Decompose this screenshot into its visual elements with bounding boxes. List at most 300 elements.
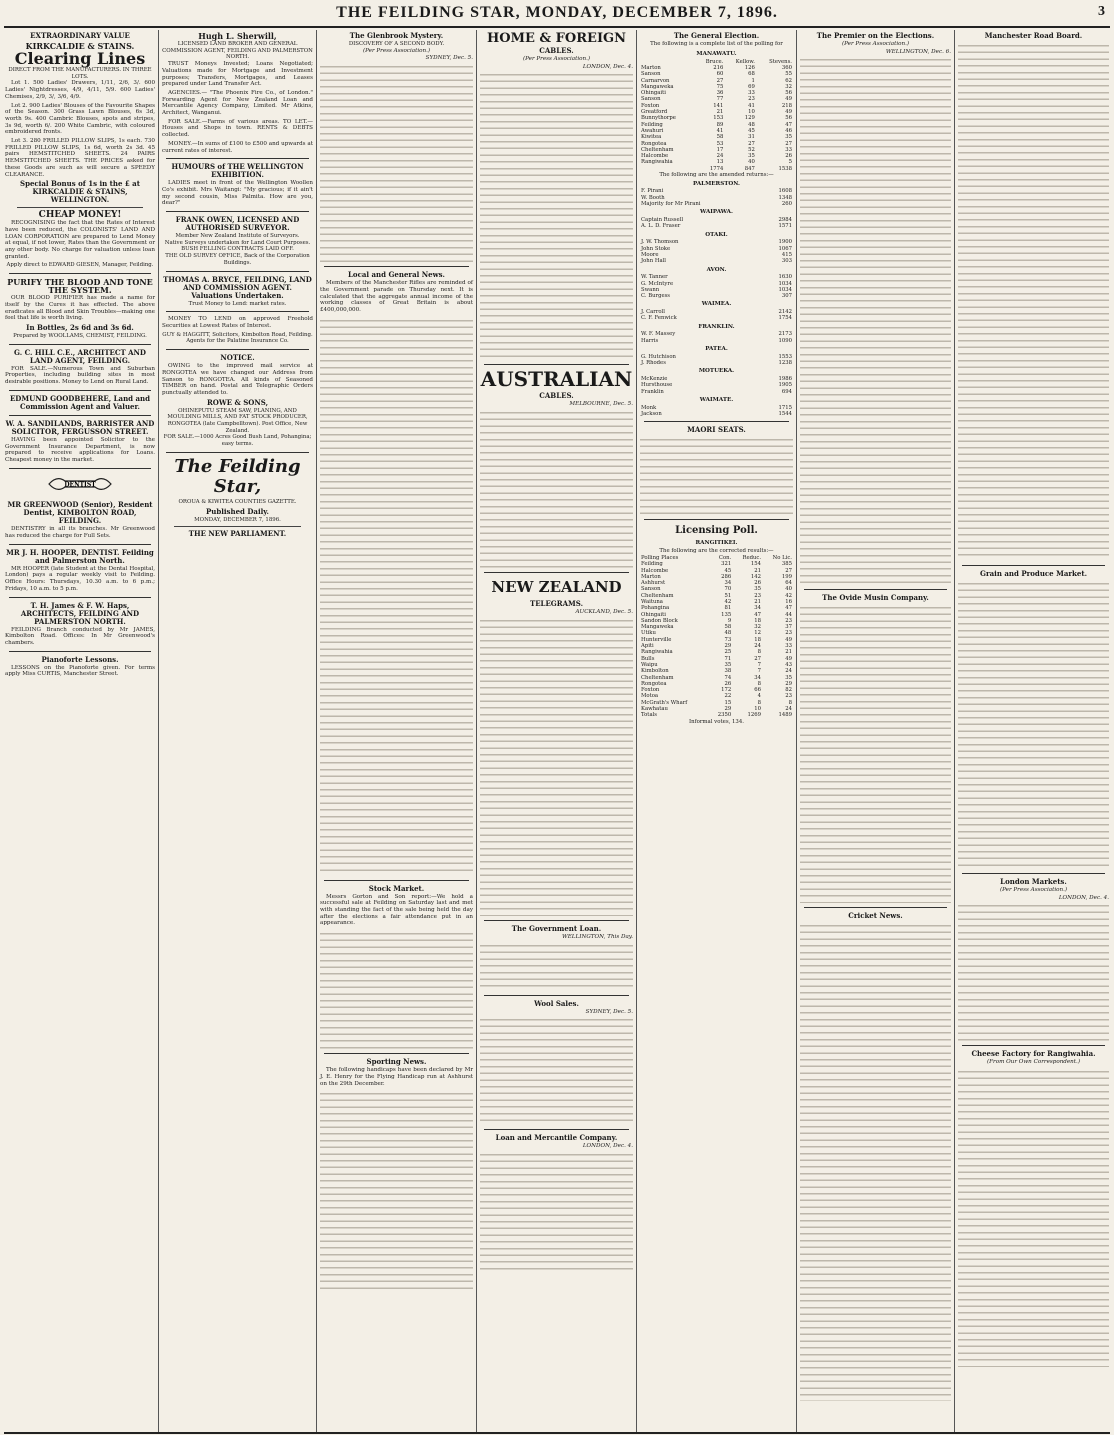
electorate-cell: 1034 — [778, 286, 792, 293]
ad-sub: DIRECT FROM THE MANUFACTURERS. IN THREE LOTS. — [8, 67, 152, 80]
electorate-table — [640, 331, 793, 344]
licensing-cell: Halcombe — [641, 567, 669, 574]
licensing-cell: 8 — [757, 649, 762, 656]
nz-body — [480, 616, 633, 916]
sherwill: Hugh L. Sherwill, — [198, 31, 277, 41]
manawatu-cell: 10 — [748, 109, 755, 116]
licensing-cell: 81 — [724, 605, 732, 612]
home-foreign: HOME & FOREIGN — [486, 31, 627, 46]
licensing-cell: 23 — [785, 630, 792, 637]
electorate-cell: Monk — [641, 404, 657, 411]
manawatu-cell: 56 — [785, 90, 792, 97]
manawatu-cell: 360 — [781, 65, 792, 71]
licensing-cell: 8 — [757, 699, 762, 706]
licensing-cell: 66 — [754, 687, 762, 694]
electorate-cell: 1754 — [778, 315, 792, 322]
premier-pa: (Per Press Association.) — [841, 41, 910, 47]
licensing-cell: 26 — [754, 580, 762, 587]
licensing-cell: Mangaweka — [641, 624, 674, 631]
cheese-body — [958, 1067, 1109, 1367]
licensing-cell: 154 — [750, 561, 762, 568]
manawatu-cell: Mangaweka — [641, 83, 674, 90]
electorate-cell: F. Pirani — [641, 188, 664, 195]
purify-prepared: Prepared by WOOLLAMS, CHEMIST, FEILDING. — [13, 332, 147, 339]
sherwill-agencies: AGENCIES.— "The Phoenix Fire Co., of London." Forwarding Agent for New Zealand Loan and Mercantile Agency Company, Limited. Mr Atkins, Architect, Wanganui. — [162, 89, 313, 117]
electorate-cell: 1608 — [778, 188, 792, 195]
licensing-cell: 135 — [721, 611, 732, 618]
manawatu-cell: 77 — [716, 96, 724, 103]
licensing-cell: 172 — [721, 687, 732, 694]
lot-1: Lot 1. 500 Ladies' Drawers, 1/11, 2/6, 3/. 600 Ladies' Nightdresses, 4/9, 4/11, 5/9. 600 Ladies' Chemises, 2/9, 3/, 3/6, 4/9. — [5, 80, 155, 100]
cricket-news: Cricket News. — [848, 911, 903, 921]
manawatu-cell: 129 — [744, 115, 755, 122]
licensing-cell: Hunterville — [641, 636, 672, 643]
table-row — [640, 338, 793, 344]
manawatu-cell: 27 — [785, 140, 792, 147]
wool-sales-body — [480, 1015, 633, 1125]
electorate-cell: C. F. Fenwick — [641, 315, 677, 322]
manawatu-cell: 1 — [751, 77, 755, 84]
cheap-money-text: RECOGNISING the fact that the Rates of Interest have been reduced, the COLONISTS' LAND AND LOAN CORPORATION are prepared to Lend Money at equal, if not lower, Rates than the Government or any other body. No charge for valuation unless loan granted. — [5, 220, 155, 260]
licensing-cell: Sanson — [641, 586, 661, 593]
guy-haggitt: GUY & HAGGITT, Solicitors, Kimbolton Road, Feilding. — [162, 331, 313, 338]
manawatu-cell: 75 — [716, 83, 724, 90]
electorate-cell: 1238 — [778, 360, 792, 367]
gc-hill: G. C. HILL C.E., ARCHITECT AND LAND AGENT, FEILDING. — [14, 347, 146, 365]
column-6 — [796, 30, 954, 1432]
licensing-cell: 29 — [724, 706, 732, 713]
manawatu-cell: 216 — [713, 65, 724, 71]
licensing-cell: 43 — [785, 661, 792, 668]
manawatu-cell: 49 — [785, 109, 792, 116]
manawatu-cell: Awahuri — [641, 127, 664, 134]
government-loan-date: WELLINGTON, This Day. — [561, 933, 633, 940]
sporting-news: Sporting News. — [366, 1057, 427, 1067]
ad-headline: EXTRAORDINARY VALUE — [30, 31, 130, 40]
licensing-cell: 64 — [785, 580, 792, 587]
nz-date: AUCKLAND, Dec. 5. — [575, 609, 633, 616]
electorate-cell: 1900 — [778, 239, 792, 246]
manawatu-cell: 27 — [716, 77, 724, 84]
licensing-cell: Bulls — [641, 655, 655, 662]
rangitikei: RANGITIKEI. — [695, 540, 738, 547]
manawatu-cell: 218 — [781, 102, 792, 109]
licensing-cell: 10 — [754, 706, 762, 713]
bottom-rule — [4, 1432, 1110, 1434]
licensing-cell: 58 — [724, 624, 732, 631]
electorate-cell: Jackson — [641, 410, 662, 417]
electorate-cell: G. Hutchison — [641, 353, 676, 360]
sherwill-money: MONEY.—In sums of £100 to £500 and upwards at current rates of interest. — [162, 140, 313, 154]
licensing-cell: 26 — [724, 680, 732, 687]
sherwill-forsale: FOR SALE.—Farms of various areas. TO LET.—Houses and Shops in town. RENTS & DEBTS collected. — [162, 118, 313, 139]
manawatu-cell: 126 — [744, 65, 755, 71]
licensing-cell: 23 — [785, 693, 792, 700]
licensing-cell: 7 — [757, 661, 762, 668]
electorate-cell: 1630 — [778, 274, 792, 281]
manawatu-cell: 58 — [716, 134, 724, 141]
manawatu-cell: 40 — [748, 159, 755, 166]
ovide-body — [800, 603, 951, 903]
electorate-cell: 1715 — [778, 404, 792, 411]
electorate-cell: Majority for Mr Pirani — [641, 201, 701, 208]
electorate-heading: WAIMATE. — [699, 396, 734, 403]
licensing-cell: 27 — [785, 567, 792, 574]
government-loan-body — [480, 941, 633, 991]
electorate-table — [640, 405, 793, 418]
electorate-cell: 2173 — [778, 331, 792, 338]
licensing-cell: 4 — [757, 693, 762, 700]
licensing-cell: 18 — [754, 617, 762, 624]
licensing-cell: 35 — [724, 661, 732, 668]
table-row — [640, 315, 793, 321]
manawatu-cell: Rangiwahia — [641, 159, 673, 166]
manawatu-cell: Rongotea — [641, 140, 667, 147]
electorate-cell: 1571 — [778, 223, 792, 230]
london-markets: London Markets. — [1000, 877, 1067, 886]
licensing-cell: Pohangina — [641, 605, 670, 612]
page-number: 3 — [1098, 4, 1106, 19]
electorate-cell: C. Burgess — [641, 293, 671, 300]
licensing-header-cell: Polling Places — [641, 554, 679, 561]
electorate-cell: 1067 — [778, 245, 792, 252]
manawatu-cell: 21 — [716, 109, 724, 116]
licensing-cell: 32 — [754, 624, 762, 631]
electorate-cell: 694 — [781, 388, 792, 395]
new-parliament: THE NEW PARLIAMENT. — [188, 529, 287, 539]
table-row — [640, 258, 793, 264]
manawatu-total-cell: 847 — [744, 165, 755, 172]
electorate-cell: 2984 — [778, 217, 792, 224]
manawatu-cell: Sanson — [641, 71, 661, 78]
humours-text: LADIES meet in front of the Wellington Woollen Co's exhibit. Mrs Waitangi: "My gracious; if it ain't my second cousin, Miss Palmita. How are you, dear?" — [162, 180, 313, 207]
licensing-cell: 40 — [785, 586, 792, 593]
electorate-heading: OTAKI. — [705, 231, 728, 238]
licensing-cell: 34 — [754, 674, 762, 681]
manawatu-cell: 45 — [748, 127, 755, 134]
manawatu-cell: Carnarvon — [641, 77, 670, 84]
bush-felling: BUSH FELLING CONTRACTS LAID OFF. — [181, 246, 294, 253]
licensing-cell: 286 — [721, 573, 732, 580]
paper-logo: The Feilding Star, — [174, 455, 301, 497]
licensing-cell: Ashhurst — [641, 580, 666, 587]
glenbrook-body — [320, 62, 473, 262]
manawatu-cell: Marton — [641, 65, 661, 71]
electorate-cell: 2142 — [778, 309, 792, 316]
electorate-cell: 1090 — [778, 337, 792, 344]
glenbrook-date: SYDNEY, Dec. 5. — [425, 55, 473, 62]
haps: T. H. James & F. W. Haps, ARCHITECTS, FEILDING AND PALMERSTON NORTH. — [20, 600, 140, 626]
electorate-cell: 1034 — [778, 280, 792, 287]
cheap-money-heading: CHEAP MONEY! — [38, 210, 122, 221]
haps-text: FEILDING Branch conducted by Mr JAMES, Kimbolton Road. Offices: In Mr Greenwood's chambers. — [5, 626, 155, 646]
licensing-cell: 27 — [754, 655, 762, 662]
electorate-cell: J. Rhodes — [641, 360, 666, 367]
licensing-header-cell: Con. — [718, 554, 732, 561]
local-general-body — [320, 316, 473, 876]
licensing-cell: 24 — [754, 643, 762, 650]
manawatu-cell: 49 — [785, 96, 792, 103]
licensing-cell: Rangiwahia — [641, 649, 673, 656]
cheap-money-apply: Apply direct to EDWARD GIESEN, Manager, Feilding. — [6, 262, 154, 269]
manawatu-cell: 89 — [716, 121, 724, 128]
grain-body — [958, 579, 1109, 869]
electorate-heading: AVON. — [706, 266, 727, 273]
licensing-cell: 49 — [785, 636, 792, 643]
manawatu-cell: 60 — [716, 71, 724, 78]
manchester-road-board: Manchester Road Board. — [984, 31, 1083, 40]
manawatu-cell: 41 — [716, 127, 724, 134]
trust-money: Trust Money to Lend: market rates. — [188, 300, 287, 307]
manawatu-total-cell: 1774 — [709, 165, 724, 172]
notice-heading: NOTICE. — [220, 353, 255, 363]
column-2 — [158, 30, 316, 1432]
manawatu-cell: Cheltenham — [641, 146, 674, 153]
manawatu-cell: Greatford — [641, 109, 668, 116]
licensing-cell: 45 — [724, 567, 732, 574]
purify-bottles: In Bottles, 2s 6d and 3s 6d. — [26, 322, 134, 332]
home-foreign-cables: CABLES. — [539, 46, 574, 55]
electorate-heading: WAIPAWA. — [700, 209, 733, 216]
notice-text: OWING to the improved mail service at RONGOTEA we have changed our Address from Sanson to RONGOTEA. All kinds of Seasoned TIMBER on hand. Postal and Telegraphic Orders punctually attended to. — [162, 363, 313, 396]
licensing-cell: 51 — [724, 592, 732, 599]
manawatu-cell: 62 — [785, 77, 792, 84]
lot-2: Lot 2. 900 Ladies' Blouses of the Favourite Shapes of the Season. 300 Grass Lawn Blouses, 6s 3d, worth 9s. 400 Cambric Blouses, spots and stripes, 3s 9d, worth 6/. 200 White Cambric, with coloured embroidered fronts. — [5, 102, 155, 136]
manawatu-cell: 55 — [785, 71, 792, 78]
local-general-text: Members of the Manchester Rifles are reminded of the Government parade on Thursday next. It is calculated that the aggregate annual income of the working classes of Great Britain is about £400,000,000. — [320, 280, 473, 313]
licensing-cell: 321 — [721, 561, 732, 568]
rowe-sub: OHINEPUTU STEAM SAW, PLANING, AND MOULDING MILLS, AND FAT STOCK PRODUCER, RONGOTEA (late Campbelltown). Post Office, New Zealand. — [167, 407, 308, 434]
licensing-cell: 37 — [785, 624, 792, 631]
ad-store: KIRKCALDIE & STAINS. — [25, 41, 135, 51]
issue-date: MONDAY, DECEMBER 7, 1896. — [194, 516, 281, 523]
manawatu-cell: 33 — [748, 90, 755, 97]
manawatu-cell: Sanson — [641, 96, 661, 103]
grain-produce: Grain and Produce Market. — [979, 569, 1088, 578]
maori-seats: MAORI SEATS. — [687, 425, 746, 435]
licensing-cell: Cheltenham — [641, 592, 674, 599]
electorate-cell: John Stoke — [641, 245, 671, 252]
licensing-cell: 23 — [754, 592, 762, 599]
licensing-cell: 29 — [785, 680, 792, 687]
masthead-title: THE FEILDING STAR, MONDAY, DECEMBER 7, 1896. — [336, 4, 778, 21]
greenwood: MR GREENWOOD (Senior), Resident Dentist, KIMBOLTON ROAD, FEILDING. — [7, 500, 153, 526]
cheese-sub: (From Our Own Correspondent.) — [986, 1059, 1080, 1066]
manawatu-total-cell: 1538 — [778, 165, 792, 172]
manawatu-cell: 52 — [748, 146, 755, 153]
licensing-cell: 29 — [724, 643, 732, 650]
licensing-poll: Licensing Poll. — [675, 525, 758, 537]
electorate-heading: WAIMEA. — [701, 301, 732, 308]
licensing-cell: 47 — [754, 611, 762, 618]
electorate-cell: McKenzie — [641, 376, 668, 383]
london-pa: (Per Press Association.) — [999, 887, 1068, 893]
licensing-cell: 47 — [785, 605, 792, 612]
licensing-cell: Rongotea — [641, 680, 667, 687]
wool-sales-date: SYDNEY, Dec. 5. — [585, 1008, 633, 1015]
table-row — [640, 360, 793, 366]
electorate-heading: PALMERSTON. — [693, 180, 740, 187]
electorate-table — [640, 217, 793, 230]
sherwill-text: TRUST Moneys Invested; Loans Negotiated; Valuations made for Mortgage and Investment purposes; Transfers, Mortgages, and Leases prepared under Land Transfer Act. — [162, 61, 313, 88]
manawatu-cell: 36 — [716, 90, 724, 97]
electorate-cell: A. L. D. Fraser — [641, 223, 681, 230]
licensing-cell: 24 — [785, 668, 792, 675]
electorate-cell: Swann — [641, 286, 660, 293]
electorate-heading: MOTUEKA. — [698, 368, 735, 375]
purify-heading: PURIFY THE BLOOD AND TONE THE SYSTEM. — [7, 277, 153, 296]
election-results — [640, 181, 793, 417]
licensing-cell: Marton — [641, 573, 661, 580]
column-5 — [636, 30, 796, 1432]
rowe-sons: ROWE & SONS, — [206, 397, 269, 407]
loan-mercantile: Loan and Mercantile Company. — [495, 1133, 618, 1143]
loan-mercantile-body — [480, 1150, 633, 1270]
licensing-table — [640, 555, 793, 719]
licensing-cell: 70 — [724, 586, 732, 593]
manawatu-cell: Kiwitea — [641, 134, 662, 141]
manawatu-cell: Feilding — [641, 121, 663, 128]
electorate-cell: John Hall — [641, 258, 666, 265]
dentist-emblem — [5, 473, 155, 498]
manawatu-cell: 17 — [716, 146, 724, 153]
electorate-cell: Moore — [641, 251, 659, 258]
manawatu-cell: 153 — [713, 115, 724, 122]
licensing-cell: 8 — [757, 680, 762, 687]
native-surveys: Native Surveys undertaken for Land Court Purposes. — [164, 239, 311, 246]
manawatu-cell: 47 — [785, 121, 792, 128]
manawatu-cell: 68 — [748, 71, 755, 78]
licensing-cell: Apiti — [641, 643, 654, 650]
manawatu-cell: 35 — [748, 153, 755, 160]
masthead — [0, 4, 1114, 24]
electorate-cell: J. Carroll — [641, 309, 665, 316]
amended-returns: The following are the amended returns:— — [659, 172, 774, 179]
column-7 — [954, 30, 1112, 1432]
column-1 — [2, 30, 158, 1432]
electorate-cell: W. Booth — [641, 194, 665, 201]
sherwill-sub: LICENSED LAND BROKER AND GENERAL COMMISSION AGENT, FEILDING AND PALMERSTON NORTH. — [162, 41, 313, 61]
electorate-cell: W. Tanner — [641, 274, 668, 281]
paper-logo-sub: OROUA & KIWITEA COUNTIES GAZETTE. — [178, 498, 297, 505]
electorate-cell: Hursthouse — [641, 382, 673, 389]
maori-seats-body — [640, 435, 793, 515]
manawatu-cell: 26 — [785, 153, 792, 160]
licensing-cell: 8 — [788, 699, 792, 706]
licensing-cell: 35 — [754, 586, 762, 593]
general-election: The General Election. — [673, 31, 760, 40]
licensing-cell: 42 — [785, 592, 792, 599]
licensing-total-cell: 1489 — [778, 712, 792, 719]
glenbrook: The Glenbrook Mystery. — [349, 31, 444, 40]
licensing-header-cell: Reduc. — [742, 554, 762, 561]
licensing-cell: 23 — [785, 617, 792, 624]
column-4 — [476, 30, 636, 1432]
stock-market-text: Messrs Gorton and Son report:—We hold a successful sale at Feilding on Saturday last and met with standing the fact of the sale being held the day after the elections a fair attendance put in an appearance. — [320, 893, 473, 927]
forsale-text: FOR SALE.—Numerous Town and Suburban Properties, including building sites in most desirable positions. Money to Lend on Rural Land. — [5, 365, 155, 386]
licensing-cell: Waituna — [641, 598, 663, 605]
old-survey: THE OLD SURVEY OFFICE, Back of the Corporation Buildings. — [165, 253, 310, 266]
licensing-cell: 49 — [785, 655, 792, 662]
manawatu-cell: 23 — [748, 96, 755, 103]
licensing-cell: Waipu — [641, 661, 658, 668]
licensing-cell: 18 — [754, 636, 762, 643]
electorate-cell: 1544 — [778, 410, 792, 417]
manawatu-cell: 13 — [716, 159, 724, 166]
home-foreign-body — [480, 70, 633, 360]
electorate-cell: 1553 — [778, 353, 792, 360]
australian: AUSTRALIAN — [480, 367, 633, 392]
stock-market: Stock Market. — [368, 883, 425, 893]
cricket-body — [800, 921, 951, 1401]
manawatu-cell: Foxton — [641, 102, 660, 109]
electorate-heading: FRANKLIN. — [698, 323, 735, 330]
licensing-cell: 24 — [785, 706, 792, 713]
licensing-cell: 44 — [785, 611, 792, 618]
electorate-cell: Franklin — [641, 388, 664, 395]
premier-date: WELLINGTON, Dec. 6. — [885, 48, 951, 55]
electorate-cell: 303 — [781, 258, 792, 265]
loan-mercantile-date: LONDON, Dec. 4. — [582, 1143, 633, 1150]
licensing-cell: 22 — [724, 693, 732, 700]
published-daily: Published Daily. — [205, 506, 269, 516]
table-row — [640, 201, 793, 207]
licensing-cell: 12 — [754, 630, 762, 637]
licensing-cell: 385 — [781, 561, 792, 568]
licensing-cell: 9 — [727, 617, 732, 624]
manawatu-cell: 32 — [785, 83, 792, 90]
manawatu: MANAWATU. — [696, 50, 737, 57]
licensing-total-cell: 1269 — [747, 712, 762, 719]
licensing-cell: 199 — [781, 573, 792, 580]
electorate-cell: 260 — [781, 201, 792, 208]
licensing-cell: Utiku — [641, 630, 656, 637]
sandilands: W. A. SANDILANDS, BARRISTER AND SOLICITOR, FERGUSSON STREET. — [5, 418, 155, 436]
electorate-table — [640, 239, 793, 264]
electorate-table — [640, 188, 793, 207]
manawatu-cell: 31 — [748, 134, 755, 141]
london-date: LONDON, Dec. 4. — [1058, 894, 1109, 901]
masthead-rule — [4, 26, 1110, 28]
manawatu-cell: 35 — [785, 134, 792, 141]
electorate-table — [640, 309, 793, 322]
manawatu-cell: 41 — [748, 102, 755, 109]
licensing-header-cell: No Lic. — [772, 554, 792, 561]
ad-clearing: Clearing Lines — [14, 49, 146, 68]
licensing-cell: 7 — [757, 668, 762, 675]
premier-body — [800, 55, 951, 585]
licensing-cell: Ohingaiti — [641, 611, 666, 618]
electorate-cell: 307 — [781, 293, 792, 300]
licensing-cell: 38 — [724, 668, 732, 675]
licensing-cell: McGrath's Wharf — [641, 699, 688, 706]
australian-date: MELBOURNE, Dec. 5. — [569, 401, 633, 408]
electorate-table — [640, 376, 793, 395]
australian-body — [480, 408, 633, 568]
electorate-cell: Harris — [641, 337, 659, 344]
manawatu-cell: 48 — [748, 121, 755, 128]
licensing-cell: 73 — [724, 636, 732, 643]
wool-sales: Wool Sales. — [534, 998, 579, 1008]
dentistry-text: DENTISTRY in all its branches. Mr Greenwood has reduced the charge for Full Sets. — [5, 526, 155, 540]
home-foreign-date: LONDON, Dec. 4. — [582, 63, 633, 70]
manawatu-header-cell: Kellow. — [735, 58, 755, 65]
london-body — [958, 901, 1109, 1041]
sandilands-text: HAVING been appointed Solicitor to the Government Insurance Department, is now prepared to receive applications for Loans. Cheapest money in the market. — [5, 436, 155, 463]
sporting-body — [320, 1089, 473, 1289]
licensing-cell: 21 — [785, 649, 792, 656]
column-3 — [316, 30, 476, 1432]
